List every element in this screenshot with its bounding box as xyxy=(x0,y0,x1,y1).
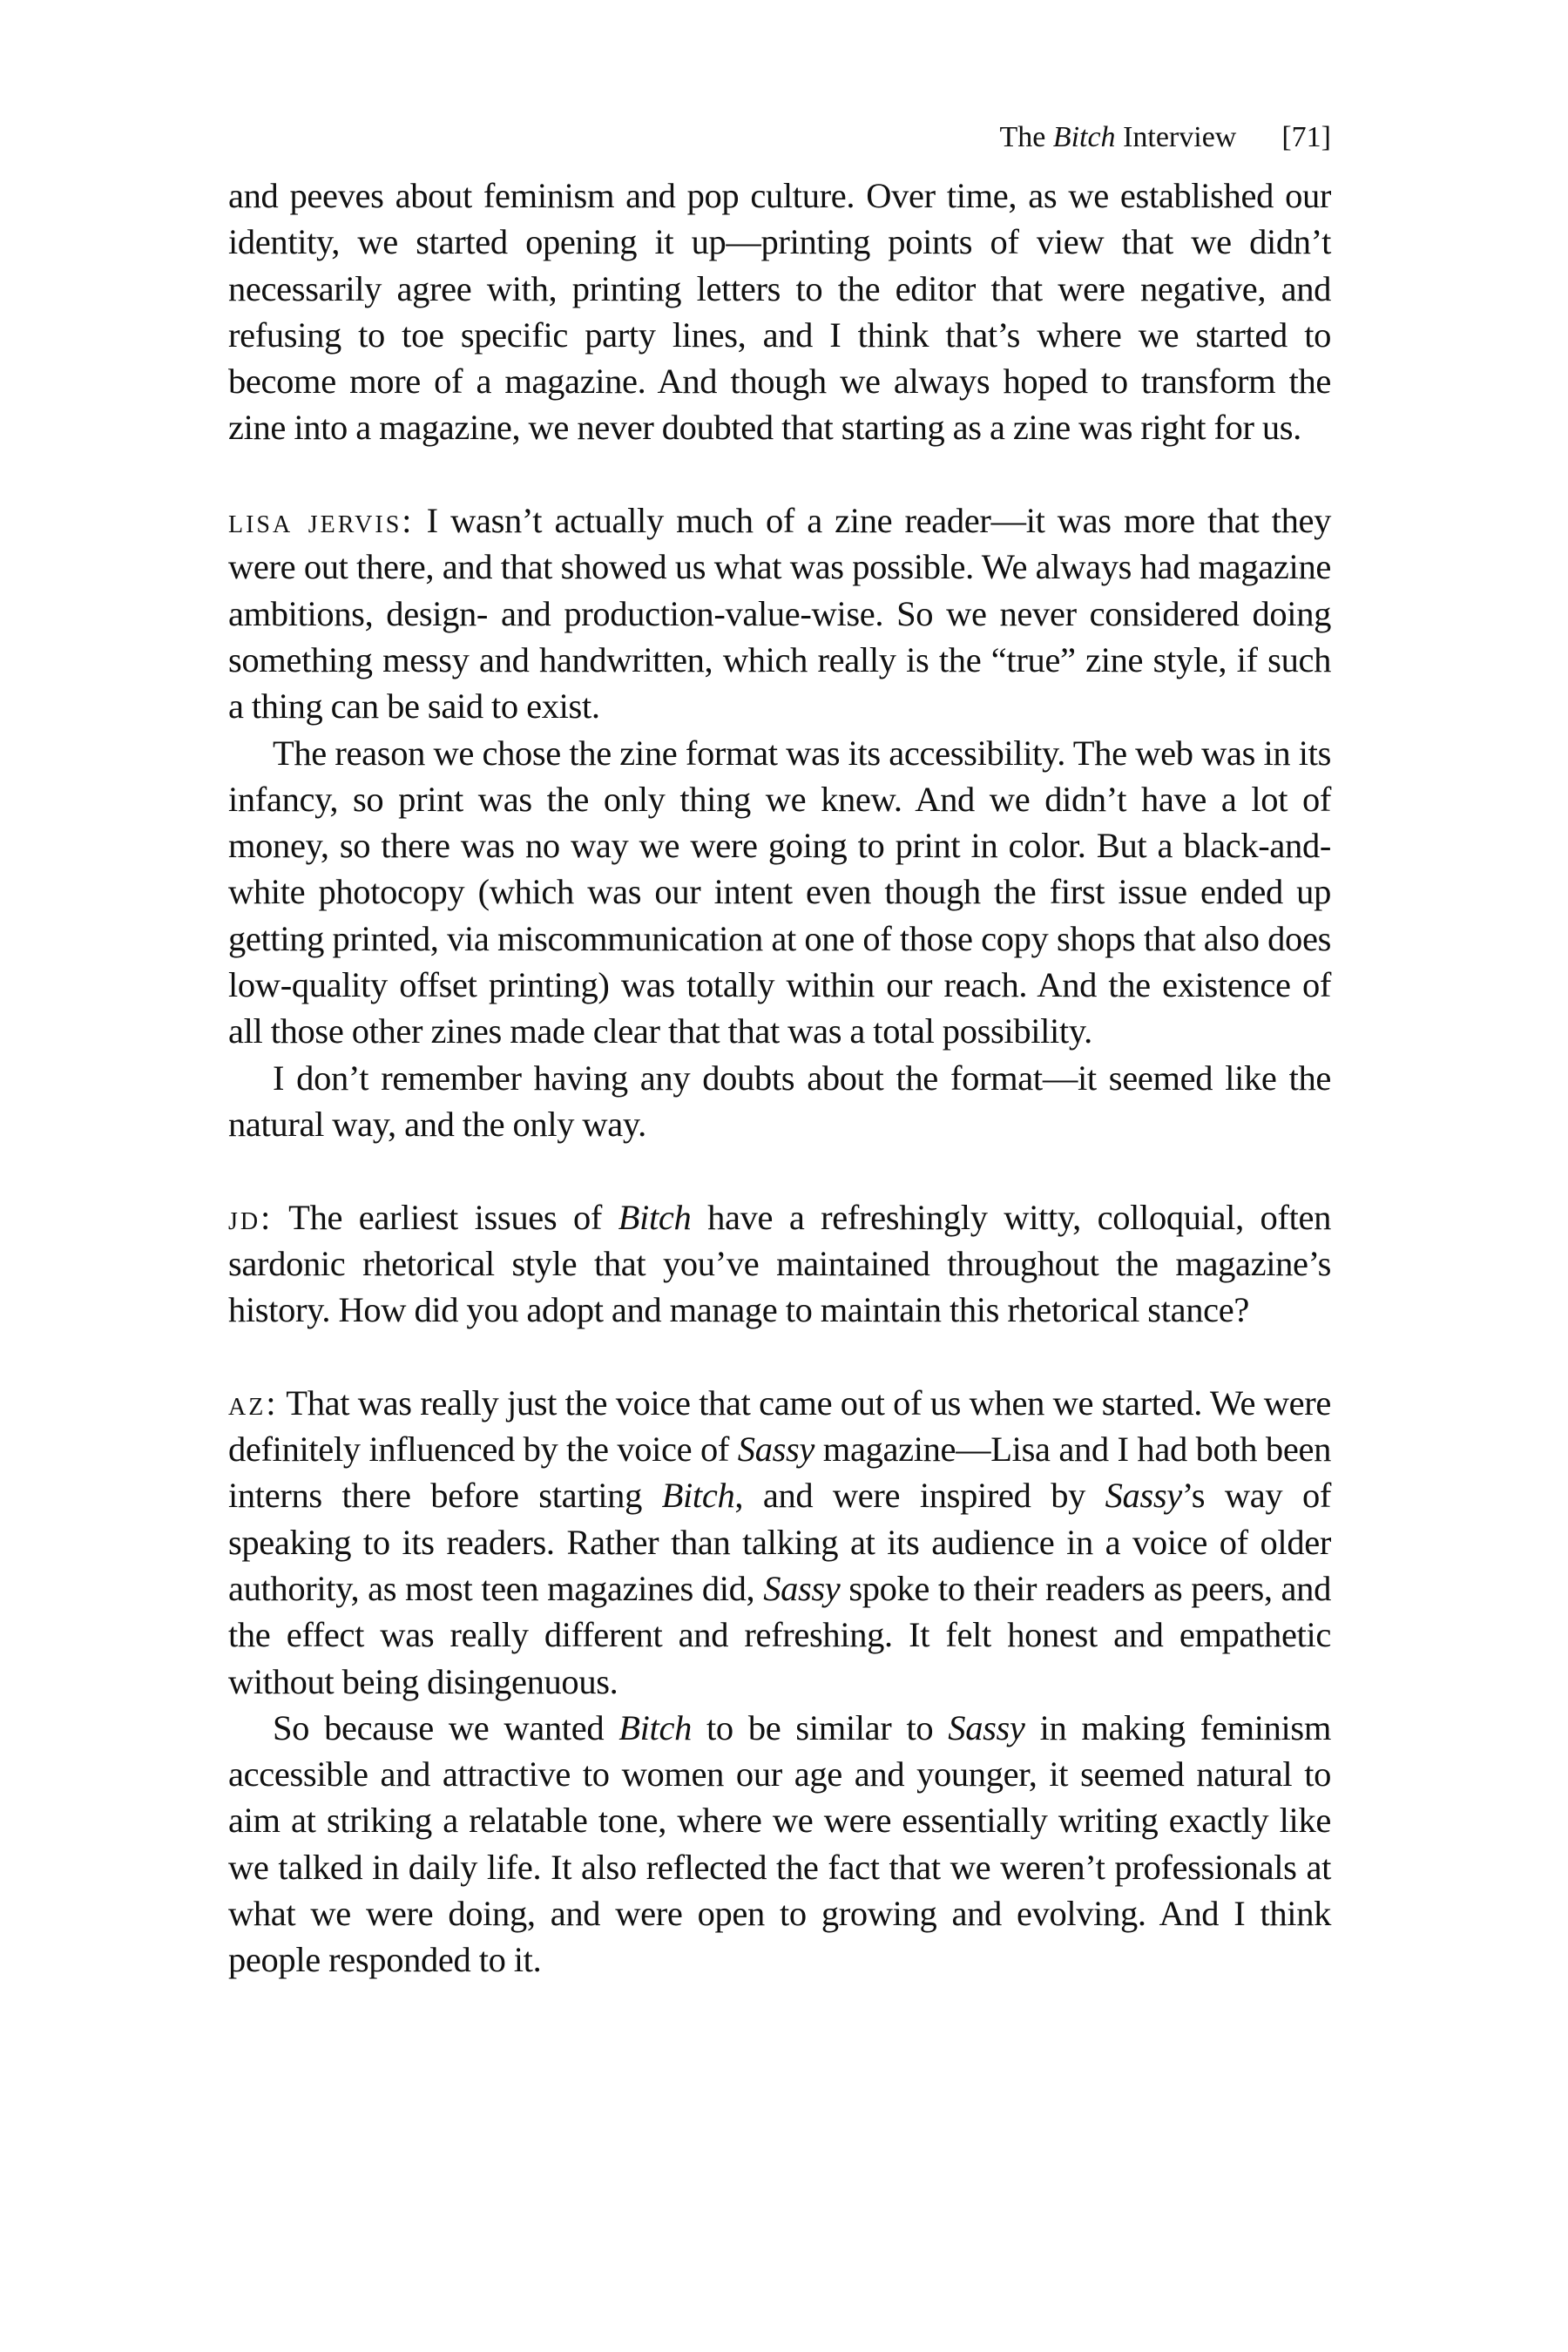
paragraph-lisa-jervis-closing xyxy=(228,1055,1331,1148)
text-segment: So because we wanted xyxy=(273,1707,619,1747)
paragraph-jd-question xyxy=(228,1194,1331,1334)
italic-title: Sassy xyxy=(948,1707,1025,1747)
paragraph-az-answer xyxy=(228,1380,1331,1705)
paragraph-lisa-jervis-answer xyxy=(228,497,1331,729)
text-segment: That was really just the voice that came out of us when we started. We were definitely influenced by the voice of xyxy=(228,1382,1331,1470)
paragraph-lisa-jervis-continued xyxy=(228,730,1331,1055)
body-text xyxy=(228,172,1331,1984)
running-head-title: The Bitch Interview xyxy=(999,121,1237,153)
text-segment: I don’t remember having any doubts about the format—it seemed like the natural way, and the only way. xyxy=(228,1058,1331,1144)
paragraph-continued xyxy=(228,172,1331,451)
text-segment: to be similar to xyxy=(692,1707,949,1747)
text-segment: have a refreshingly witty, colloquial, often sardonic rhetorical style that you’ve maintained throughout the magazine’s history. How did you adopt and manage to maintain this rhetorical stance? xyxy=(228,1197,1332,1330)
italic-title: Sassy xyxy=(763,1568,841,1608)
text-segment: I wasn’t actually much of a zine reader—it was more that they were out there, and that showed us what was possible. We always had magazine ambitions, design- and production-value-wise. So we never considered doing something messy and handwritten, which really is the “true” zine style, if such a thing can be said to exist. xyxy=(228,501,1332,727)
text-segment: spoke to their readers as peers, and the effect was really different and refreshing. It felt honest and empathetic without being disingenuous. xyxy=(228,1568,1331,1701)
speaker-label: lisa jervis: xyxy=(228,501,415,541)
text-segment: and peeves about feminism and pop culture. Over time, as we established our identity, we started opening it up—printing points of view that we didn’t necessarily agree with, printing letters to the editor that were negative, and refusing to toe specific party lines, and I think that’s where we started to become more of a magazine. And though we always hoped to transform the zine into a magazine, we never doubted that starting as a zine was right for us. xyxy=(228,176,1331,448)
running-head xyxy=(958,116,1331,159)
italic-title: Sassy xyxy=(1105,1476,1182,1516)
paragraph-az-continued xyxy=(228,1705,1331,1984)
italic-title: Sassy xyxy=(737,1429,815,1470)
italic-title: Bitch xyxy=(618,1197,692,1237)
speaker-label: jd: xyxy=(228,1197,274,1237)
text-segment: , and were inspired by xyxy=(734,1476,1105,1516)
text-segment: magazine—Lisa and I had both been interns there before starting xyxy=(228,1429,1331,1516)
italic-title: Bitch xyxy=(661,1476,735,1516)
text-segment: in making feminism accessible and attractive to women our age and younger, it seemed natural to aim at striking a relatable tone, where we were essentially writing exactly like we talked in daily life. It also reflected the fact that we weren’t professionals at what we were doing, and were open to growing and evolving. And I think people responded to it. xyxy=(228,1707,1331,1980)
running-head-title-italic: Bitch xyxy=(1052,121,1116,153)
text-segment: ’s way of speaking to its readers. Rather than talking at its audience in a voice of older authority, as most teen magazines did, xyxy=(228,1476,1332,1608)
text-segment: The earliest issues of xyxy=(273,1197,618,1237)
speaker-label: az: xyxy=(228,1382,279,1423)
text-segment: The reason we chose the zine format was its accessibility. The web was in its infancy, so print was the only thing we knew. And we didn’t have a lot of money, so there was no way we were going to print in color. But a black-and-white photocopy (which was our intent even though the first issue ended up getting printed, via miscommunication at one of those copy shops that also does low-quality offset printing) was totally within our reach. And the existence of all those other zines made clear that that was a total possibility. xyxy=(228,733,1331,1051)
page-number: [71] xyxy=(1281,121,1331,153)
italic-title: Bitch xyxy=(618,1707,692,1747)
